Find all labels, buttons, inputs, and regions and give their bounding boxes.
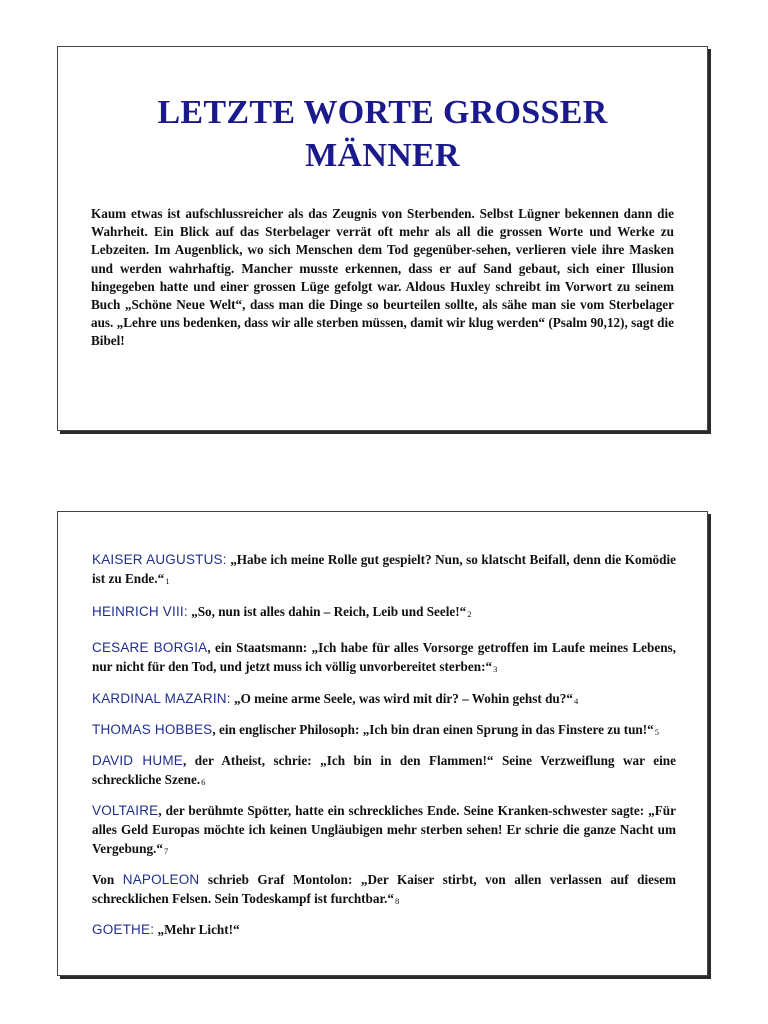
footnote-ref: 8: [395, 896, 400, 906]
footnote-ref: 4: [573, 696, 579, 706]
quote-heinrich: [92, 602, 676, 624]
title-line-1: LETZTE WORTE GROSSER: [157, 94, 608, 131]
quote-voltaire: [92, 801, 676, 861]
quote-text: , der berühmte Spötter, hatte ein schreckliches Ende. Seine Kranken-schwester sagte: „Für alles Geld Europas möchte ich keinen Ungläubigen mehr sterben sehen! Er schrie die ganze Nacht um Vergebung.“: [92, 803, 676, 856]
quote-text: „Mehr Licht!“: [154, 922, 240, 937]
quote-text: , ein Staatsmann: „Ich habe für alles Vorsorge getroffen im Laufe meines Lebens, nur nicht für den Tod, und jetzt muss ich völlig unvorbereitet sterben:“: [92, 640, 676, 674]
footnote-ref: 5: [654, 727, 660, 737]
quote-text: , der Atheist, schrie: „Ich bin in den Flammen!“ Seine Verzweiflung war eine schreckliche Szene.: [92, 753, 676, 787]
footnote-ref: 6: [201, 777, 206, 787]
quotes-list: [58, 512, 707, 942]
quote-augustus: [92, 550, 676, 591]
footnote-ref: 7: [163, 846, 169, 856]
footnote-ref: 3: [493, 664, 498, 674]
quote-speaker: THOMAS HOBBES: [92, 722, 213, 737]
footnote-ref: 2: [467, 609, 472, 619]
footnote-ref: 1: [165, 576, 170, 586]
quote-speaker: HEINRICH VIII:: [92, 604, 188, 619]
quote-prefix: Von: [92, 872, 123, 887]
quote-text: „O meine arme Seele, was wird mit dir? – Wohin gehst du?“: [230, 691, 573, 706]
quote-hobbes: [92, 720, 676, 742]
quote-borgia: [92, 638, 676, 679]
quote-speaker: CESARE BORGIA: [92, 640, 208, 655]
quote-speaker: GOETHE:: [92, 922, 155, 937]
quote-speaker: KAISER AUGUSTUS:: [92, 552, 227, 567]
quote-text: , ein englischer Philosoph: „Ich bin dran einen Sprung in das Finstere zu tun!“: [212, 722, 654, 737]
quote-speaker: VOLTAIRE: [92, 803, 159, 818]
title-line-2: MÄNNER: [305, 137, 460, 174]
quote-text: „So, nun ist alles dahin – Reich, Leib und Seele!“: [187, 604, 467, 619]
quote-text: „Habe ich meine Rolle gut gespielt? Nun, so klatscht Beifall, denn die Komödie ist zu Ende.“: [92, 552, 676, 586]
quote-text: schrieb Graf Montolon: „Der Kaiser stirbt, von allen verlassen auf diesem schrecklichen Felsen. Sein Todeskampf ist furchtbar.“: [92, 872, 676, 906]
intro-slide: [57, 46, 708, 431]
quote-mazarin: [92, 689, 676, 711]
quotes-slide: [57, 511, 708, 976]
quote-speaker: NAPOLEON: [122, 872, 200, 887]
quote-goethe: [92, 920, 676, 942]
quote-hume: [92, 751, 676, 792]
page-title: [58, 91, 707, 177]
quote-speaker: DAVID HUME: [92, 753, 183, 768]
intro-paragraph: Kaum etwas ist aufschlussreicher als das Zeugnis von Sterbenden. Selbst Lügner bekennen dann die Wahrheit. Ein Blick auf das Sterbelager verrät oft mehr als all die grossen Worte und Werke zu Lebzeiten. Im Augenblick, wo sich Menschen dem Tod gegenüber-sehen, verlieren viele ihre Masken und werden wahrhaftig. Mancher musste erkennen, dass er auf Sand gebaut, sich einer Illusion hingegeben hatte und einer grossen Lüge gefolgt war. Aldous Huxley schreibt im Vorwort zu seinem Buch „Schöne Neue Welt“, dass man die Dinge so beurteilen sollte, als sähe man sie vom Sterbelager aus. „Lehre uns bedenken, dass wir alle sterben müssen, damit wir klug werden“ (Psalm 90,12), sagt die Bibel!: [91, 206, 674, 349]
quote-speaker: KARDINAL MAZARIN:: [92, 691, 231, 706]
quote-napoleon: [92, 870, 676, 911]
